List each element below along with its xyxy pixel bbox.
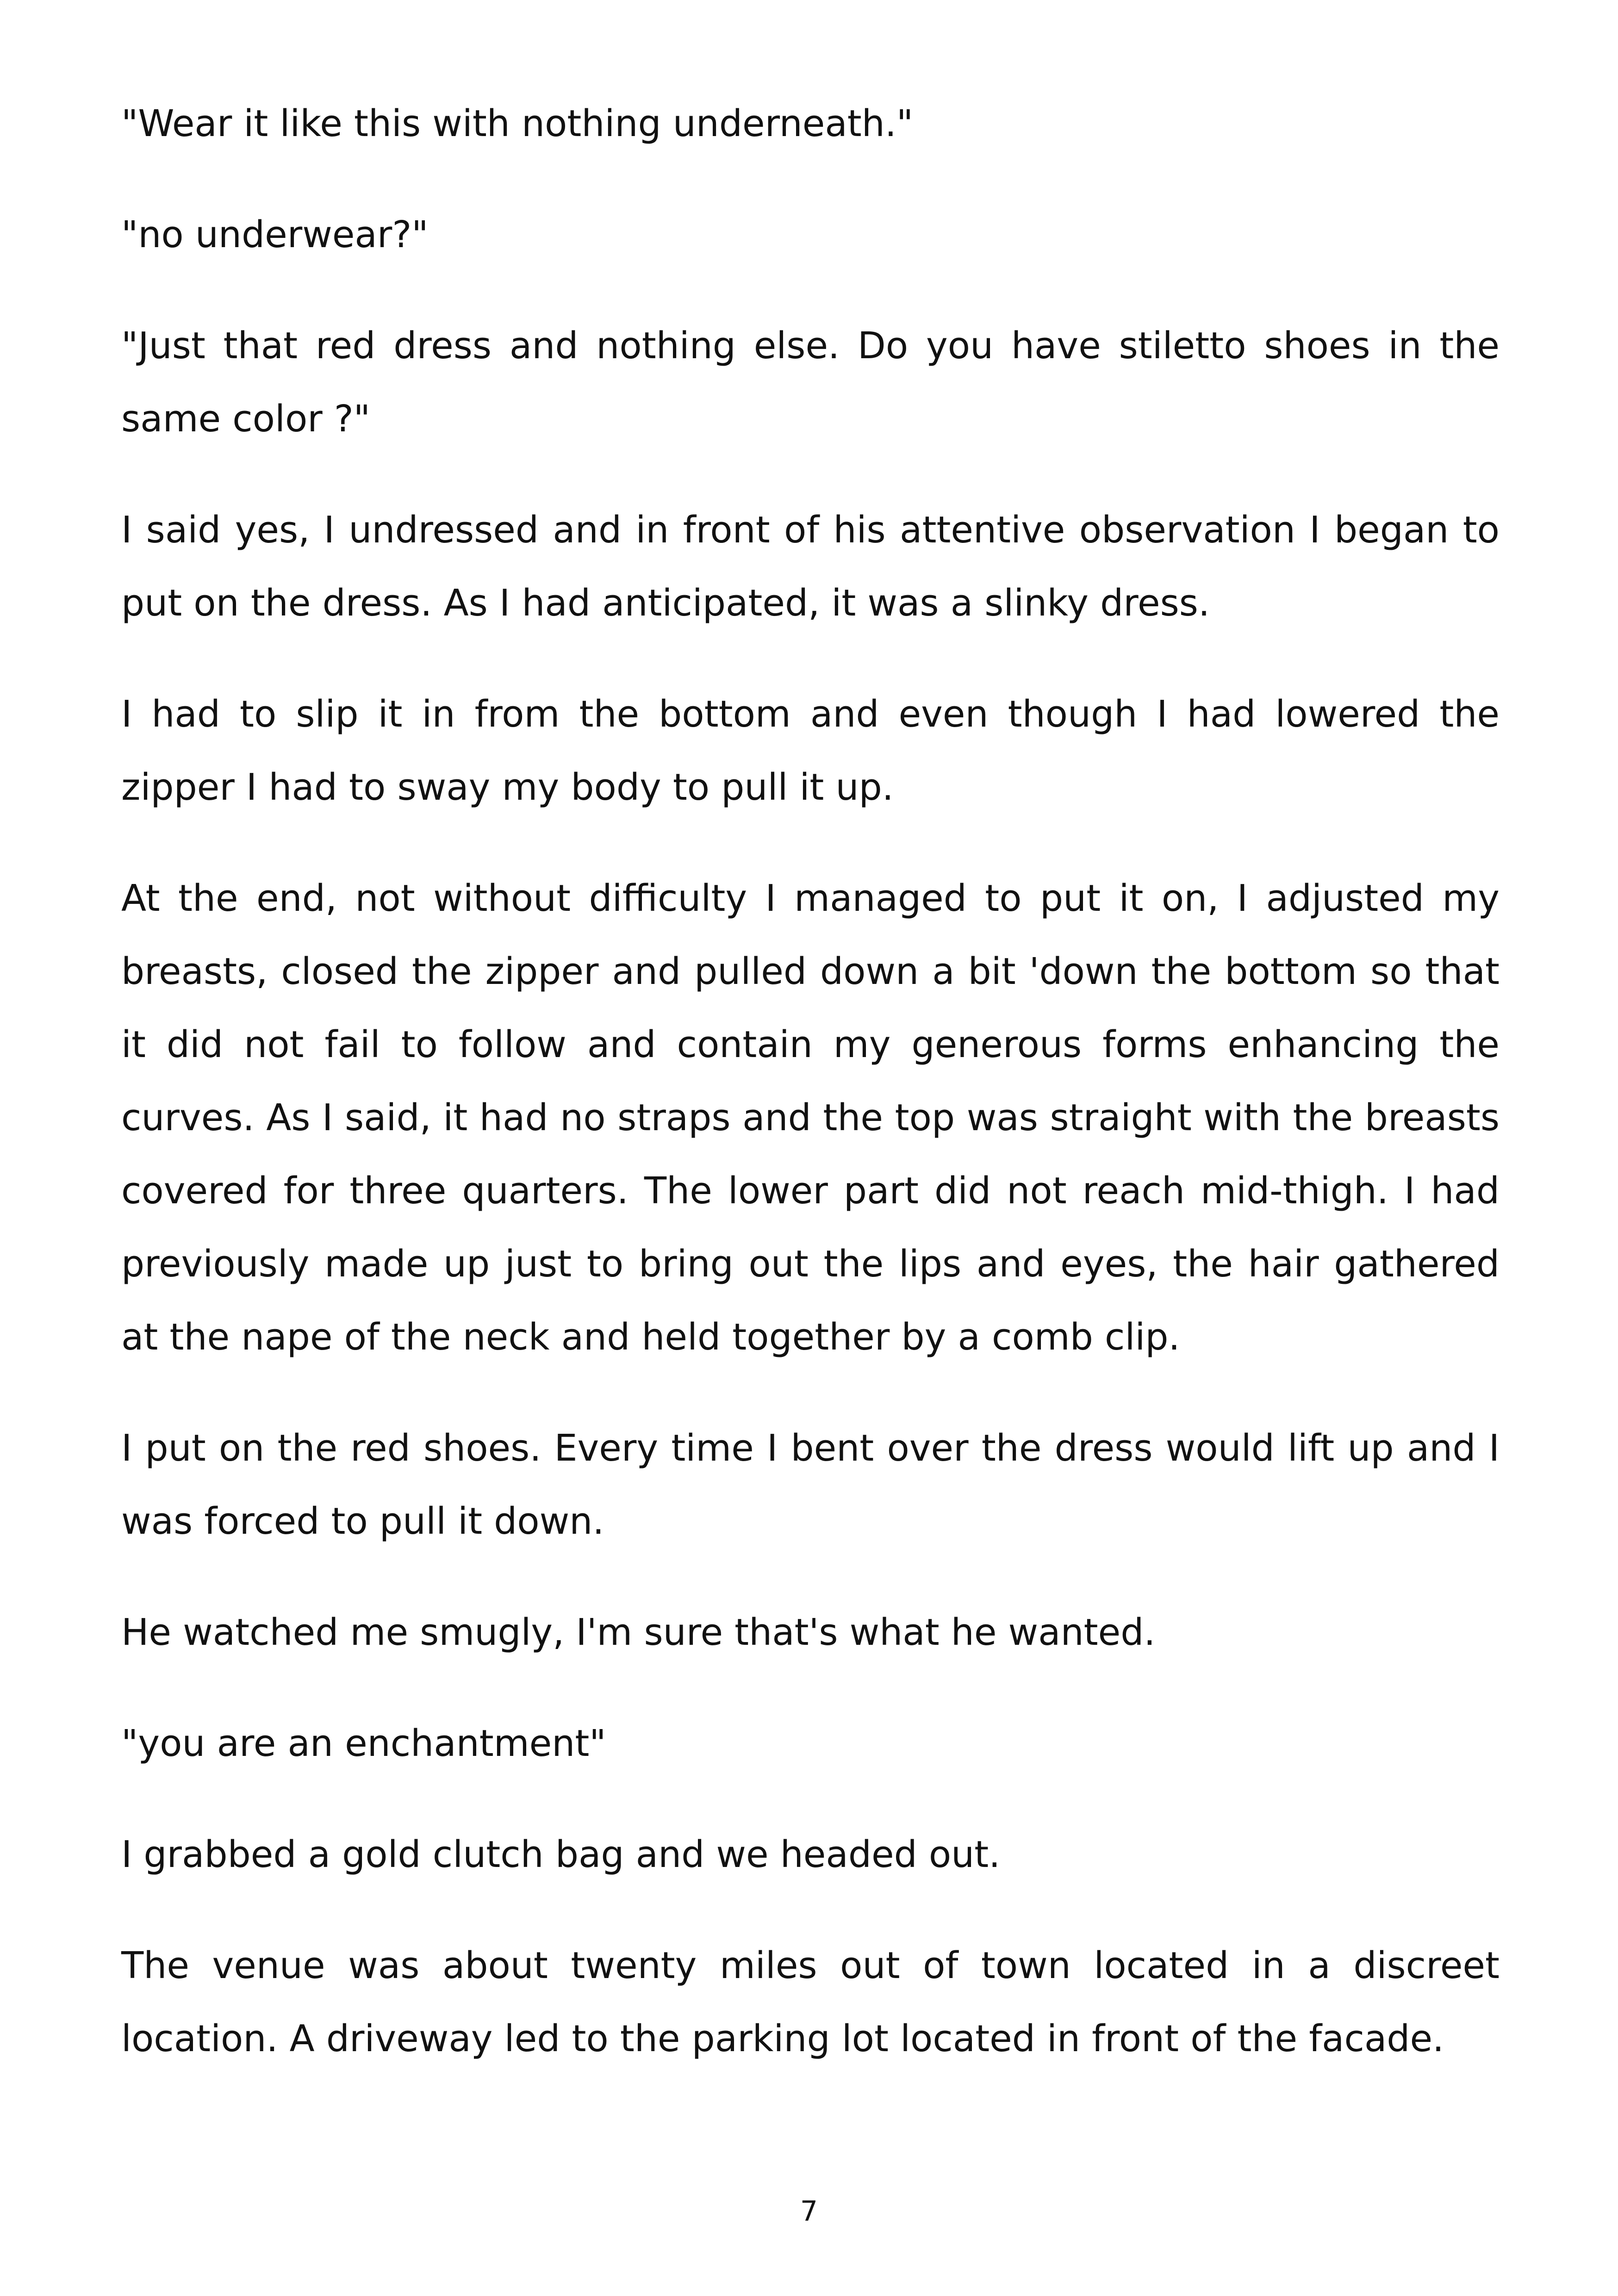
body-text [121,87,1500,2113]
paragraph: At the end, not without difficulty I managed to put it on, I adjusted my breasts, closed the zipper and pulled down a bit 'down the bottom so that it did not fail to follow and contain my generous forms enhancing the curves. As I said, it had no straps and the top was straight with the breasts covered for three quarters. The lower part did not reach mid-thigh. I had previously made up just to bring out the lips and eyes, the hair gathered at the nape of the neck and held together by a comb clip. [121,877,1500,1358]
paragraph: I put on the red shoes. Every time I bent over the dress would lift up and I was forced to pull it down. [121,1427,1500,1543]
paragraph: "Just that red dress and nothing else. Do you have stiletto shoes in the same color ?" [121,324,1500,440]
paragraph: I said yes, I undressed and in front of his attentive observation I began to put on the dress. As I had anticipated, it was a slinky dress. [121,509,1500,624]
paragraph: I grabbed a gold clutch bag and we headed out. [121,1833,1001,1876]
paragraph: "no underwear?" [121,213,429,256]
paragraph: "Wear it like this with nothing underneath." [121,102,914,145]
paragraph: "you are an enchantment" [121,1722,606,1765]
paragraph: He watched me smugly, I'm sure that's what he wanted. [121,1611,1156,1654]
paragraph: The venue was about twenty miles out of town located in a discreet location. A driveway led to the parking lot located in front of the facade. [121,1944,1500,2060]
paragraph: I had to slip it in from the bottom and even though I had lowered the zipper I had to sway my body to pull it up. [121,693,1500,809]
page-number: 7 [800,2195,818,2228]
